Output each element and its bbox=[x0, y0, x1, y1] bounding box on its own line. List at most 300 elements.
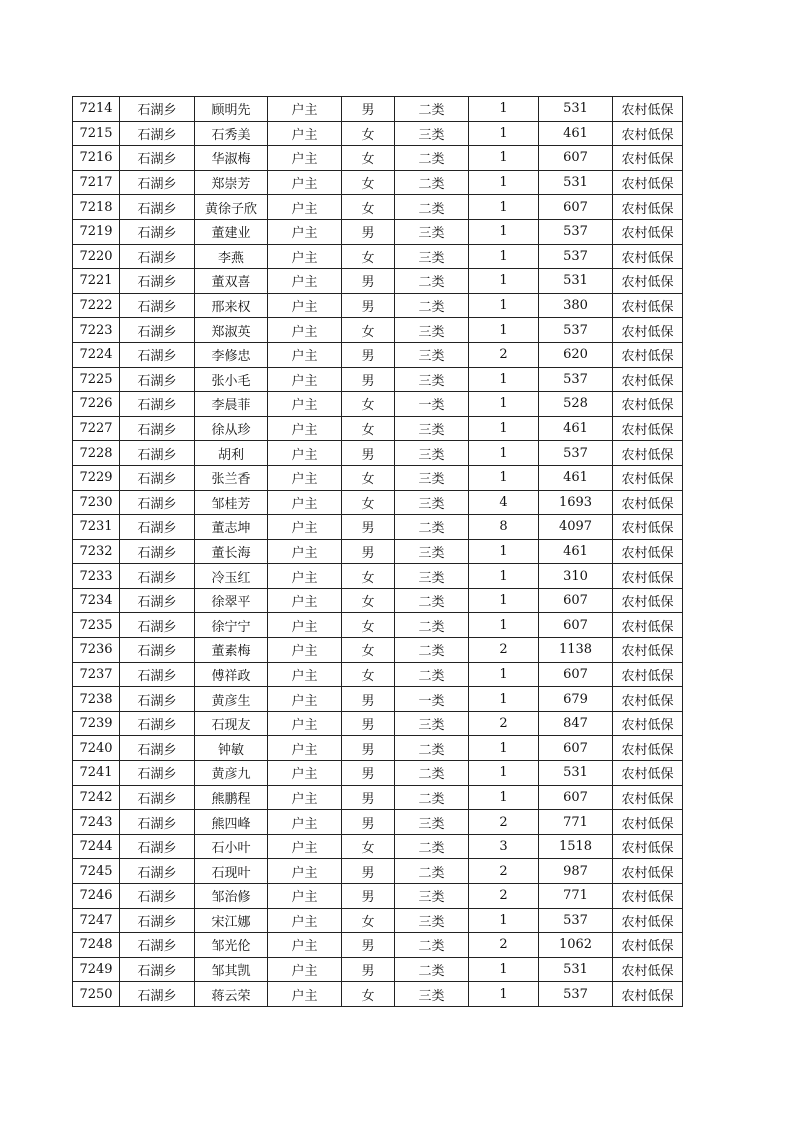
table-row bbox=[73, 465, 683, 490]
program-type-cell: 农村低保 bbox=[613, 933, 683, 958]
category-cell: 三类 bbox=[395, 465, 469, 490]
name-cell: 顾明先 bbox=[195, 97, 268, 122]
category-cell: 二类 bbox=[395, 515, 469, 540]
relation-cell: 户主 bbox=[268, 736, 342, 761]
table-row bbox=[73, 908, 683, 933]
relation-cell: 户主 bbox=[268, 465, 342, 490]
relation-cell: 户主 bbox=[268, 219, 342, 244]
relation-cell: 户主 bbox=[268, 441, 342, 466]
amount-cell: 1062 bbox=[539, 933, 613, 958]
gender-cell: 男 bbox=[342, 539, 395, 564]
gender-cell: 男 bbox=[342, 515, 395, 540]
household-size-cell: 1 bbox=[469, 785, 539, 810]
relation-cell: 户主 bbox=[268, 121, 342, 146]
gender-cell: 男 bbox=[342, 687, 395, 712]
household-size-cell: 2 bbox=[469, 810, 539, 835]
gender-cell: 男 bbox=[342, 810, 395, 835]
relation-cell: 户主 bbox=[268, 908, 342, 933]
category-cell: 一类 bbox=[395, 687, 469, 712]
table-row bbox=[73, 441, 683, 466]
category-cell: 三类 bbox=[395, 219, 469, 244]
township-cell: 石湖乡 bbox=[120, 957, 195, 982]
category-cell: 三类 bbox=[395, 539, 469, 564]
category-cell: 二类 bbox=[395, 170, 469, 195]
amount-cell: 461 bbox=[539, 416, 613, 441]
name-cell: 钟敏 bbox=[195, 736, 268, 761]
household-size-cell: 4 bbox=[469, 490, 539, 515]
row-number-cell: 7231 bbox=[73, 515, 120, 540]
name-cell: 蒋云荣 bbox=[195, 982, 268, 1007]
household-size-cell: 1 bbox=[469, 908, 539, 933]
relation-cell: 户主 bbox=[268, 638, 342, 663]
household-size-cell: 1 bbox=[469, 121, 539, 146]
relation-cell: 户主 bbox=[268, 416, 342, 441]
program-type-cell: 农村低保 bbox=[613, 613, 683, 638]
category-cell: 二类 bbox=[395, 736, 469, 761]
row-number-cell: 7230 bbox=[73, 490, 120, 515]
category-cell: 二类 bbox=[395, 859, 469, 884]
row-number-cell: 7246 bbox=[73, 884, 120, 909]
program-type-cell: 农村低保 bbox=[613, 465, 683, 490]
category-cell: 三类 bbox=[395, 441, 469, 466]
category-cell: 二类 bbox=[395, 269, 469, 294]
household-size-cell: 1 bbox=[469, 736, 539, 761]
program-type-cell: 农村低保 bbox=[613, 416, 683, 441]
household-size-cell: 2 bbox=[469, 933, 539, 958]
gender-cell: 女 bbox=[342, 834, 395, 859]
name-cell: 张兰香 bbox=[195, 465, 268, 490]
gender-cell: 男 bbox=[342, 785, 395, 810]
name-cell: 李晨菲 bbox=[195, 392, 268, 417]
row-number-cell: 7236 bbox=[73, 638, 120, 663]
row-number-cell: 7240 bbox=[73, 736, 120, 761]
program-type-cell: 农村低保 bbox=[613, 884, 683, 909]
township-cell: 石湖乡 bbox=[120, 392, 195, 417]
row-number-cell: 7219 bbox=[73, 219, 120, 244]
amount-cell: 771 bbox=[539, 884, 613, 909]
amount-cell: 607 bbox=[539, 736, 613, 761]
category-cell: 二类 bbox=[395, 293, 469, 318]
relation-cell: 户主 bbox=[268, 982, 342, 1007]
program-type-cell: 农村低保 bbox=[613, 121, 683, 146]
township-cell: 石湖乡 bbox=[120, 982, 195, 1007]
gender-cell: 男 bbox=[342, 367, 395, 392]
relation-cell: 户主 bbox=[268, 785, 342, 810]
household-size-cell: 2 bbox=[469, 711, 539, 736]
household-size-cell: 1 bbox=[469, 146, 539, 171]
gender-cell: 男 bbox=[342, 269, 395, 294]
table-row bbox=[73, 244, 683, 269]
table-row bbox=[73, 97, 683, 122]
table-row bbox=[73, 416, 683, 441]
row-number-cell: 7239 bbox=[73, 711, 120, 736]
gender-cell: 女 bbox=[342, 662, 395, 687]
relation-cell: 户主 bbox=[268, 195, 342, 220]
relation-cell: 户主 bbox=[268, 97, 342, 122]
amount-cell: 607 bbox=[539, 785, 613, 810]
table-row bbox=[73, 638, 683, 663]
gender-cell: 男 bbox=[342, 884, 395, 909]
table-row bbox=[73, 588, 683, 613]
household-size-cell: 1 bbox=[469, 416, 539, 441]
category-cell: 二类 bbox=[395, 638, 469, 663]
relation-cell: 户主 bbox=[268, 318, 342, 343]
table-row bbox=[73, 121, 683, 146]
row-number-cell: 7217 bbox=[73, 170, 120, 195]
name-cell: 石秀美 bbox=[195, 121, 268, 146]
name-cell: 邹治修 bbox=[195, 884, 268, 909]
household-size-cell: 1 bbox=[469, 613, 539, 638]
category-cell: 二类 bbox=[395, 933, 469, 958]
household-size-cell: 1 bbox=[469, 195, 539, 220]
gender-cell: 男 bbox=[342, 859, 395, 884]
amount-cell: 607 bbox=[539, 662, 613, 687]
household-size-cell: 1 bbox=[469, 957, 539, 982]
household-size-cell: 2 bbox=[469, 884, 539, 909]
relation-cell: 户主 bbox=[268, 662, 342, 687]
name-cell: 董志坤 bbox=[195, 515, 268, 540]
name-cell: 张小毛 bbox=[195, 367, 268, 392]
relation-cell: 户主 bbox=[268, 810, 342, 835]
name-cell: 徐从珍 bbox=[195, 416, 268, 441]
category-cell: 三类 bbox=[395, 342, 469, 367]
table-row bbox=[73, 195, 683, 220]
program-type-cell: 农村低保 bbox=[613, 515, 683, 540]
category-cell: 三类 bbox=[395, 244, 469, 269]
table-row bbox=[73, 515, 683, 540]
category-cell: 二类 bbox=[395, 195, 469, 220]
relation-cell: 户主 bbox=[268, 761, 342, 786]
table-row bbox=[73, 785, 683, 810]
name-cell: 董素梅 bbox=[195, 638, 268, 663]
program-type-cell: 农村低保 bbox=[613, 244, 683, 269]
table-row bbox=[73, 982, 683, 1007]
category-cell: 三类 bbox=[395, 416, 469, 441]
household-size-cell: 1 bbox=[469, 293, 539, 318]
program-type-cell: 农村低保 bbox=[613, 957, 683, 982]
category-cell: 三类 bbox=[395, 908, 469, 933]
township-cell: 石湖乡 bbox=[120, 121, 195, 146]
household-size-cell: 1 bbox=[469, 687, 539, 712]
township-cell: 石湖乡 bbox=[120, 416, 195, 441]
name-cell: 郑崇芳 bbox=[195, 170, 268, 195]
program-type-cell: 农村低保 bbox=[613, 834, 683, 859]
program-type-cell: 农村低保 bbox=[613, 269, 683, 294]
township-cell: 石湖乡 bbox=[120, 219, 195, 244]
township-cell: 石湖乡 bbox=[120, 933, 195, 958]
relation-cell: 户主 bbox=[268, 711, 342, 736]
township-cell: 石湖乡 bbox=[120, 785, 195, 810]
table-row bbox=[73, 859, 683, 884]
table-row bbox=[73, 810, 683, 835]
township-cell: 石湖乡 bbox=[120, 736, 195, 761]
township-cell: 石湖乡 bbox=[120, 146, 195, 171]
amount-cell: 537 bbox=[539, 219, 613, 244]
category-cell: 二类 bbox=[395, 761, 469, 786]
table-row bbox=[73, 367, 683, 392]
table-row bbox=[73, 490, 683, 515]
name-cell: 熊四峰 bbox=[195, 810, 268, 835]
household-size-cell: 1 bbox=[469, 441, 539, 466]
relation-cell: 户主 bbox=[268, 834, 342, 859]
row-number-cell: 7221 bbox=[73, 269, 120, 294]
program-type-cell: 农村低保 bbox=[613, 687, 683, 712]
row-number-cell: 7237 bbox=[73, 662, 120, 687]
gender-cell: 女 bbox=[342, 318, 395, 343]
row-number-cell: 7228 bbox=[73, 441, 120, 466]
township-cell: 石湖乡 bbox=[120, 613, 195, 638]
name-cell: 邹桂芳 bbox=[195, 490, 268, 515]
township-cell: 石湖乡 bbox=[120, 638, 195, 663]
amount-cell: 679 bbox=[539, 687, 613, 712]
name-cell: 董双喜 bbox=[195, 269, 268, 294]
amount-cell: 1138 bbox=[539, 638, 613, 663]
gender-cell: 男 bbox=[342, 761, 395, 786]
household-size-cell: 1 bbox=[469, 244, 539, 269]
table-row bbox=[73, 736, 683, 761]
amount-cell: 537 bbox=[539, 367, 613, 392]
table-row bbox=[73, 613, 683, 638]
table-row bbox=[73, 687, 683, 712]
table-row bbox=[73, 884, 683, 909]
row-number-cell: 7243 bbox=[73, 810, 120, 835]
township-cell: 石湖乡 bbox=[120, 465, 195, 490]
program-type-cell: 农村低保 bbox=[613, 785, 683, 810]
program-type-cell: 农村低保 bbox=[613, 293, 683, 318]
table-row bbox=[73, 318, 683, 343]
relation-cell: 户主 bbox=[268, 269, 342, 294]
township-cell: 石湖乡 bbox=[120, 269, 195, 294]
relation-cell: 户主 bbox=[268, 170, 342, 195]
name-cell: 邹光伦 bbox=[195, 933, 268, 958]
program-type-cell: 农村低保 bbox=[613, 97, 683, 122]
name-cell: 董长海 bbox=[195, 539, 268, 564]
amount-cell: 607 bbox=[539, 613, 613, 638]
name-cell: 黄徐子欣 bbox=[195, 195, 268, 220]
row-number-cell: 7250 bbox=[73, 982, 120, 1007]
row-number-cell: 7238 bbox=[73, 687, 120, 712]
relation-cell: 户主 bbox=[268, 859, 342, 884]
row-number-cell: 7216 bbox=[73, 146, 120, 171]
township-cell: 石湖乡 bbox=[120, 761, 195, 786]
household-size-cell: 1 bbox=[469, 219, 539, 244]
township-cell: 石湖乡 bbox=[120, 490, 195, 515]
gender-cell: 男 bbox=[342, 957, 395, 982]
gender-cell: 男 bbox=[342, 219, 395, 244]
category-cell: 三类 bbox=[395, 982, 469, 1007]
household-size-cell: 1 bbox=[469, 97, 539, 122]
household-size-cell: 2 bbox=[469, 859, 539, 884]
amount-cell: 531 bbox=[539, 170, 613, 195]
name-cell: 邢来权 bbox=[195, 293, 268, 318]
program-type-cell: 农村低保 bbox=[613, 908, 683, 933]
gender-cell: 女 bbox=[342, 564, 395, 589]
gender-cell: 女 bbox=[342, 465, 395, 490]
amount-cell: 537 bbox=[539, 908, 613, 933]
category-cell: 三类 bbox=[395, 367, 469, 392]
program-type-cell: 农村低保 bbox=[613, 810, 683, 835]
row-number-cell: 7220 bbox=[73, 244, 120, 269]
household-size-cell: 2 bbox=[469, 638, 539, 663]
relation-cell: 户主 bbox=[268, 588, 342, 613]
program-type-cell: 农村低保 bbox=[613, 392, 683, 417]
program-type-cell: 农村低保 bbox=[613, 195, 683, 220]
name-cell: 徐宁宁 bbox=[195, 613, 268, 638]
township-cell: 石湖乡 bbox=[120, 244, 195, 269]
relation-cell: 户主 bbox=[268, 490, 342, 515]
row-number-cell: 7248 bbox=[73, 933, 120, 958]
row-number-cell: 7249 bbox=[73, 957, 120, 982]
gender-cell: 男 bbox=[342, 342, 395, 367]
township-cell: 石湖乡 bbox=[120, 662, 195, 687]
table-body bbox=[73, 97, 683, 1007]
amount-cell: 461 bbox=[539, 539, 613, 564]
gender-cell: 女 bbox=[342, 392, 395, 417]
program-type-cell: 农村低保 bbox=[613, 219, 683, 244]
township-cell: 石湖乡 bbox=[120, 859, 195, 884]
amount-cell: 1693 bbox=[539, 490, 613, 515]
relation-cell: 户主 bbox=[268, 957, 342, 982]
amount-cell: 531 bbox=[539, 97, 613, 122]
gender-cell: 男 bbox=[342, 933, 395, 958]
row-number-cell: 7235 bbox=[73, 613, 120, 638]
row-number-cell: 7241 bbox=[73, 761, 120, 786]
gender-cell: 女 bbox=[342, 588, 395, 613]
relation-cell: 户主 bbox=[268, 539, 342, 564]
category-cell: 二类 bbox=[395, 146, 469, 171]
row-number-cell: 7218 bbox=[73, 195, 120, 220]
township-cell: 石湖乡 bbox=[120, 908, 195, 933]
row-number-cell: 7215 bbox=[73, 121, 120, 146]
row-number-cell: 7226 bbox=[73, 392, 120, 417]
household-size-cell: 1 bbox=[469, 662, 539, 687]
household-size-cell: 2 bbox=[469, 342, 539, 367]
household-size-cell: 1 bbox=[469, 465, 539, 490]
amount-cell: 537 bbox=[539, 441, 613, 466]
name-cell: 李修忠 bbox=[195, 342, 268, 367]
relation-cell: 户主 bbox=[268, 687, 342, 712]
table-row bbox=[73, 957, 683, 982]
program-type-cell: 农村低保 bbox=[613, 490, 683, 515]
township-cell: 石湖乡 bbox=[120, 539, 195, 564]
row-number-cell: 7232 bbox=[73, 539, 120, 564]
gender-cell: 女 bbox=[342, 908, 395, 933]
township-cell: 石湖乡 bbox=[120, 711, 195, 736]
program-type-cell: 农村低保 bbox=[613, 736, 683, 761]
name-cell: 宋江娜 bbox=[195, 908, 268, 933]
amount-cell: 987 bbox=[539, 859, 613, 884]
name-cell: 郑淑英 bbox=[195, 318, 268, 343]
township-cell: 石湖乡 bbox=[120, 515, 195, 540]
name-cell: 冷玉红 bbox=[195, 564, 268, 589]
category-cell: 三类 bbox=[395, 318, 469, 343]
amount-cell: 528 bbox=[539, 392, 613, 417]
category-cell: 一类 bbox=[395, 392, 469, 417]
relation-cell: 户主 bbox=[268, 342, 342, 367]
amount-cell: 771 bbox=[539, 810, 613, 835]
program-type-cell: 农村低保 bbox=[613, 588, 683, 613]
gender-cell: 女 bbox=[342, 244, 395, 269]
township-cell: 石湖乡 bbox=[120, 342, 195, 367]
row-number-cell: 7222 bbox=[73, 293, 120, 318]
program-type-cell: 农村低保 bbox=[613, 539, 683, 564]
table-row bbox=[73, 170, 683, 195]
program-type-cell: 农村低保 bbox=[613, 662, 683, 687]
name-cell: 徐翠平 bbox=[195, 588, 268, 613]
township-cell: 石湖乡 bbox=[120, 564, 195, 589]
name-cell: 石现友 bbox=[195, 711, 268, 736]
table-row bbox=[73, 933, 683, 958]
relation-cell: 户主 bbox=[268, 613, 342, 638]
relief-roster-table bbox=[72, 96, 683, 1007]
relation-cell: 户主 bbox=[268, 244, 342, 269]
name-cell: 李燕 bbox=[195, 244, 268, 269]
table-row bbox=[73, 662, 683, 687]
program-type-cell: 农村低保 bbox=[613, 761, 683, 786]
amount-cell: 531 bbox=[539, 761, 613, 786]
township-cell: 石湖乡 bbox=[120, 588, 195, 613]
gender-cell: 男 bbox=[342, 711, 395, 736]
name-cell: 傅祥政 bbox=[195, 662, 268, 687]
relation-cell: 户主 bbox=[268, 293, 342, 318]
township-cell: 石湖乡 bbox=[120, 170, 195, 195]
category-cell: 二类 bbox=[395, 97, 469, 122]
township-cell: 石湖乡 bbox=[120, 810, 195, 835]
amount-cell: 461 bbox=[539, 465, 613, 490]
relation-cell: 户主 bbox=[268, 884, 342, 909]
program-type-cell: 农村低保 bbox=[613, 982, 683, 1007]
gender-cell: 女 bbox=[342, 490, 395, 515]
amount-cell: 607 bbox=[539, 195, 613, 220]
table-row bbox=[73, 564, 683, 589]
relation-cell: 户主 bbox=[268, 392, 342, 417]
amount-cell: 380 bbox=[539, 293, 613, 318]
category-cell: 三类 bbox=[395, 884, 469, 909]
row-number-cell: 7214 bbox=[73, 97, 120, 122]
household-size-cell: 1 bbox=[469, 588, 539, 613]
amount-cell: 537 bbox=[539, 982, 613, 1007]
household-size-cell: 1 bbox=[469, 539, 539, 564]
program-type-cell: 农村低保 bbox=[613, 859, 683, 884]
program-type-cell: 农村低保 bbox=[613, 711, 683, 736]
row-number-cell: 7247 bbox=[73, 908, 120, 933]
row-number-cell: 7242 bbox=[73, 785, 120, 810]
household-size-cell: 3 bbox=[469, 834, 539, 859]
name-cell: 石现叶 bbox=[195, 859, 268, 884]
category-cell: 二类 bbox=[395, 785, 469, 810]
category-cell: 二类 bbox=[395, 662, 469, 687]
amount-cell: 607 bbox=[539, 588, 613, 613]
program-type-cell: 农村低保 bbox=[613, 342, 683, 367]
row-number-cell: 7233 bbox=[73, 564, 120, 589]
household-size-cell: 1 bbox=[469, 367, 539, 392]
name-cell: 华淑梅 bbox=[195, 146, 268, 171]
gender-cell: 男 bbox=[342, 293, 395, 318]
table-row bbox=[73, 711, 683, 736]
name-cell: 黄彦生 bbox=[195, 687, 268, 712]
category-cell: 三类 bbox=[395, 564, 469, 589]
table-row bbox=[73, 219, 683, 244]
program-type-cell: 农村低保 bbox=[613, 367, 683, 392]
program-type-cell: 农村低保 bbox=[613, 564, 683, 589]
household-size-cell: 1 bbox=[469, 392, 539, 417]
gender-cell: 女 bbox=[342, 416, 395, 441]
table-row bbox=[73, 342, 683, 367]
row-number-cell: 7229 bbox=[73, 465, 120, 490]
name-cell: 董建业 bbox=[195, 219, 268, 244]
household-size-cell: 1 bbox=[469, 564, 539, 589]
name-cell: 熊鹏程 bbox=[195, 785, 268, 810]
